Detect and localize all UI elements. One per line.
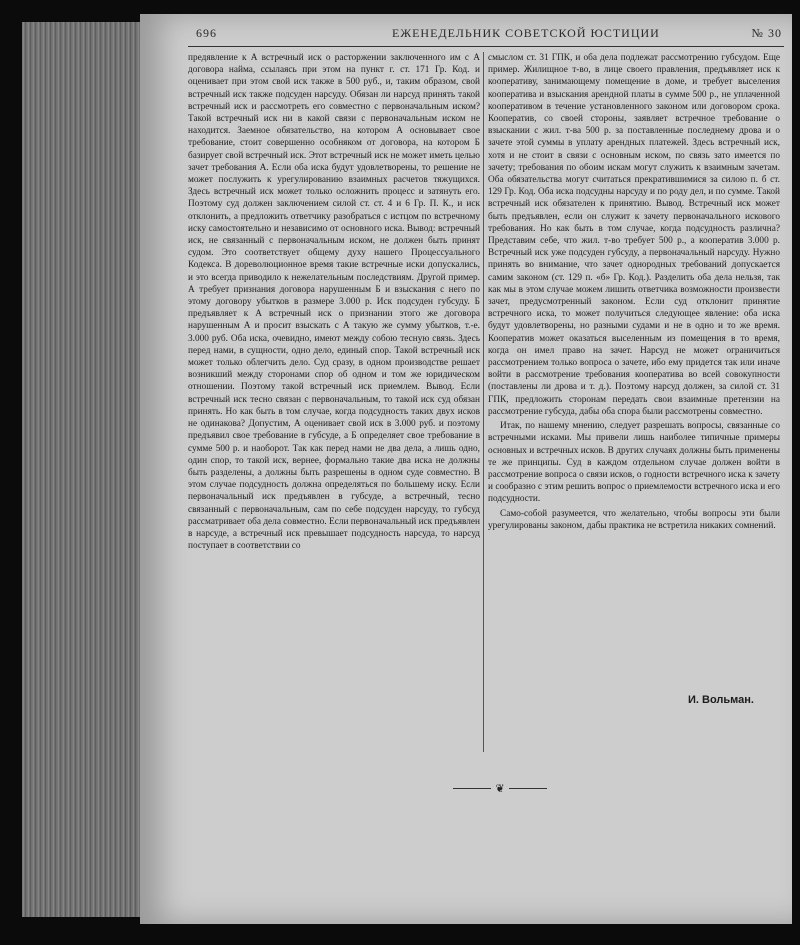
running-header xyxy=(192,24,782,44)
header-rule xyxy=(188,46,784,47)
column-divider xyxy=(483,52,484,752)
paragraph: смыслом ст. 31 ГПК, и оба дела подлежат рассмотрению губсудом. Еще пример. Жилищное т-во, в лице своего правления, предъявляет иск к кооперативу, занимающему помещение в доме, и требует выселения кооператива и взыскания арендной платы в сумме 500 р., не уплаченной кооперативом в течение установленного законом или договором срока. Кооператив, со своей стороны, заявляет встречное требование о взыскании с жил. т-ва 500 р. за поставленные последнему дрова и о зачете этой суммы в уплату арендных платежей. Здесь встречный иск, хотя и не стоит в связи с основным иском, по связь зато имеется по зачету; требования по обоим искам могут служить к взаимным зачетам. Оба обязательства могут считаться прекратившимися за силою п. б ст. 129 Гр. Код. Оба иска подсудны нарсуду и по роду дел, и по сумме. Такой встречный иск обязателен к принятию. Вывод. Встречный иск может быть предъявлен, если он служит к зачету первоначального искового требования. Но как быть в том случае, когда подсудность различна? Представим себе, что жил. т-во требует 500 р., а кооператив 3.000 р. Встречный иск уже подсуден губсуду, а первоначальный нарсуду. Нужно принять во внимание, что зачет однородных требований допускается самим законом (ст. 129 п. «б» Гр. Код.). Разделить оба дела нельзя, так как мы в этом случае можем лишить ответчика возможности произвести зачет, предусмотренный законом. Если суд отклонит принятие встречного иска, то может получиться следующее явление: оба иска будут удовлетворены, но разными судами и не в одно и то же время. Кооператив может оказаться выселенным из помещения в то время, когда он имел право на зачет. Нарсуд не может ограничиться рассмотрением только вопроса о зачете, ибо ему придется так или иначе войти в рассмотрение требования кооператива во всей совокупности (поставлены ли дрова и т. д.). Поэтому нарсуд должен, за силой ст. 31 ГПК, предложить сторонам передать свои взаимные претензии на рассмотрение губсуда, дабы оба спора были рассмотрены совместно. xyxy=(488,53,780,417)
right-column xyxy=(488,52,780,692)
paragraph: Итак, по нашему мнению, следует разрешать вопросы, связанные со встречными исками. Мы привели лишь наиболее типичные примеры основных и встречных исков. В других случаях должны быть применены те же принципы. Суд в каждом отдельном случае должен войти в рассмотрение вопроса о связи исков, о годности встречного иска к зачету и сообразно с этим решить вопрос о приемлемости встречного иска и его подсудности. xyxy=(488,421,780,505)
section-ornament xyxy=(440,782,560,796)
ornament-rule-right xyxy=(509,788,547,789)
journal-title: ЕЖЕНЕДЕЛЬНИК СОВЕТСКОЙ ЮСТИЦИИ xyxy=(392,26,660,40)
left-column xyxy=(188,52,480,752)
paragraph: предявление к А встречный иск о расторжении заключенного им с А договора найма, ссылаясь при этом на пункт г. ст. 171 Гр. Код. и оценивает при этом свой иск также в 500 руб., и, таким образом, свой встречный иск также подсуден нарсуду. Обязан ли нарсуд принять такой встречный иск и рассмотреть его совместно с первоначальным иском? Такой встречный иск ни в какой связи с первоначальным иском не находится. Заемное обязательство, на котором А основывает свое требование, стоит совершенно особняком от договора, на котором Б базирует свой встречный иск. Этот встречный иск не может иметь целью зачет требования А. Если оба иска будут удовлетворены, то решение не может послужить к урегулированию взаимных расчетов тяжущихся. Здесь встречный иск может только осложнить процесс и затянуть его. Поэтому суд должен заключением силой ст. ст. 4 и 6 Гр. П. К., и иск отклонить, а предложить ответчику разобраться с истцом по встречному иску самостоятельно и независимо от основного иска. Вывод: встречный иск, не связанный с первоначальным иском, не должен быть принят судом. Это соответствует общему духу нашего Процессуального Кодекса. В дореволюционное время такие встречные иски допускались, и это всегда приводило к нежелательным последствиям. Другой пример. А требует признания договора нарушенным Б и взыскания с него по этому договору убытков в размере 3.000 р. Иск подсуден губсуду. Б предъявляет к А встречный иск о признании этого же договора нарушенным А и просит взыскать с А такую же сумму убытков, т.-е. 3.000 руб. Оба иска, очевидно, имеют между собою тесную связь. Здесь перед нами, в сущности, одно дело, единый спор. Такой встречный иск может только облегчить дело. Суд сразу, в одном производстве решает возникший между сторонами спор об одном и том же юридическом отношении. Поэтому такой встречный иск приемлем. Вывод. Если встречный иск тесно связан с первоначальным, то такой иск суд обязан принять. Но как быть в том случае, когда подсудность таких двух исков не одинакова? Допустим, А оценивает свой иск в 3.000 руб. и поэтому предъявил свое требование в губсуде, а Б определяет свое требование в сумме 500 р. и наоборот. Так как перед нами не два дела, а лишь одно, один спор, то такой иск, вернее, формально такие два иска не должны быть разделены, а должны быть разрешены в одном суде совместно. В этом случае подсудность должна определяться по большему иску. Если первоначальный иск предъявлен в губсуде, а встречный, тесно связанный с первоначальным, сам по себе подсуден нарсуду, то губсуд рассматривает оба дела совместно. Если первоначальный иск предъявлен в нарсуде, а встречный иск превышает подсудность нарсуда, то нарсуд поступает в соответствии со xyxy=(188,53,480,552)
paragraph: Само-собой разумеется, что желательно, чтобы вопросы эти были урегулированы законом, дабы практика не встретила никаких сомнений. xyxy=(488,508,780,531)
author-signature: И. Вольман. xyxy=(688,694,754,706)
fleuron-icon: ❦ xyxy=(495,783,505,795)
page-number: 696 xyxy=(196,26,217,40)
book-page xyxy=(140,14,792,924)
issue-number: № 30 xyxy=(751,26,782,40)
ornament-rule-left xyxy=(453,788,491,789)
